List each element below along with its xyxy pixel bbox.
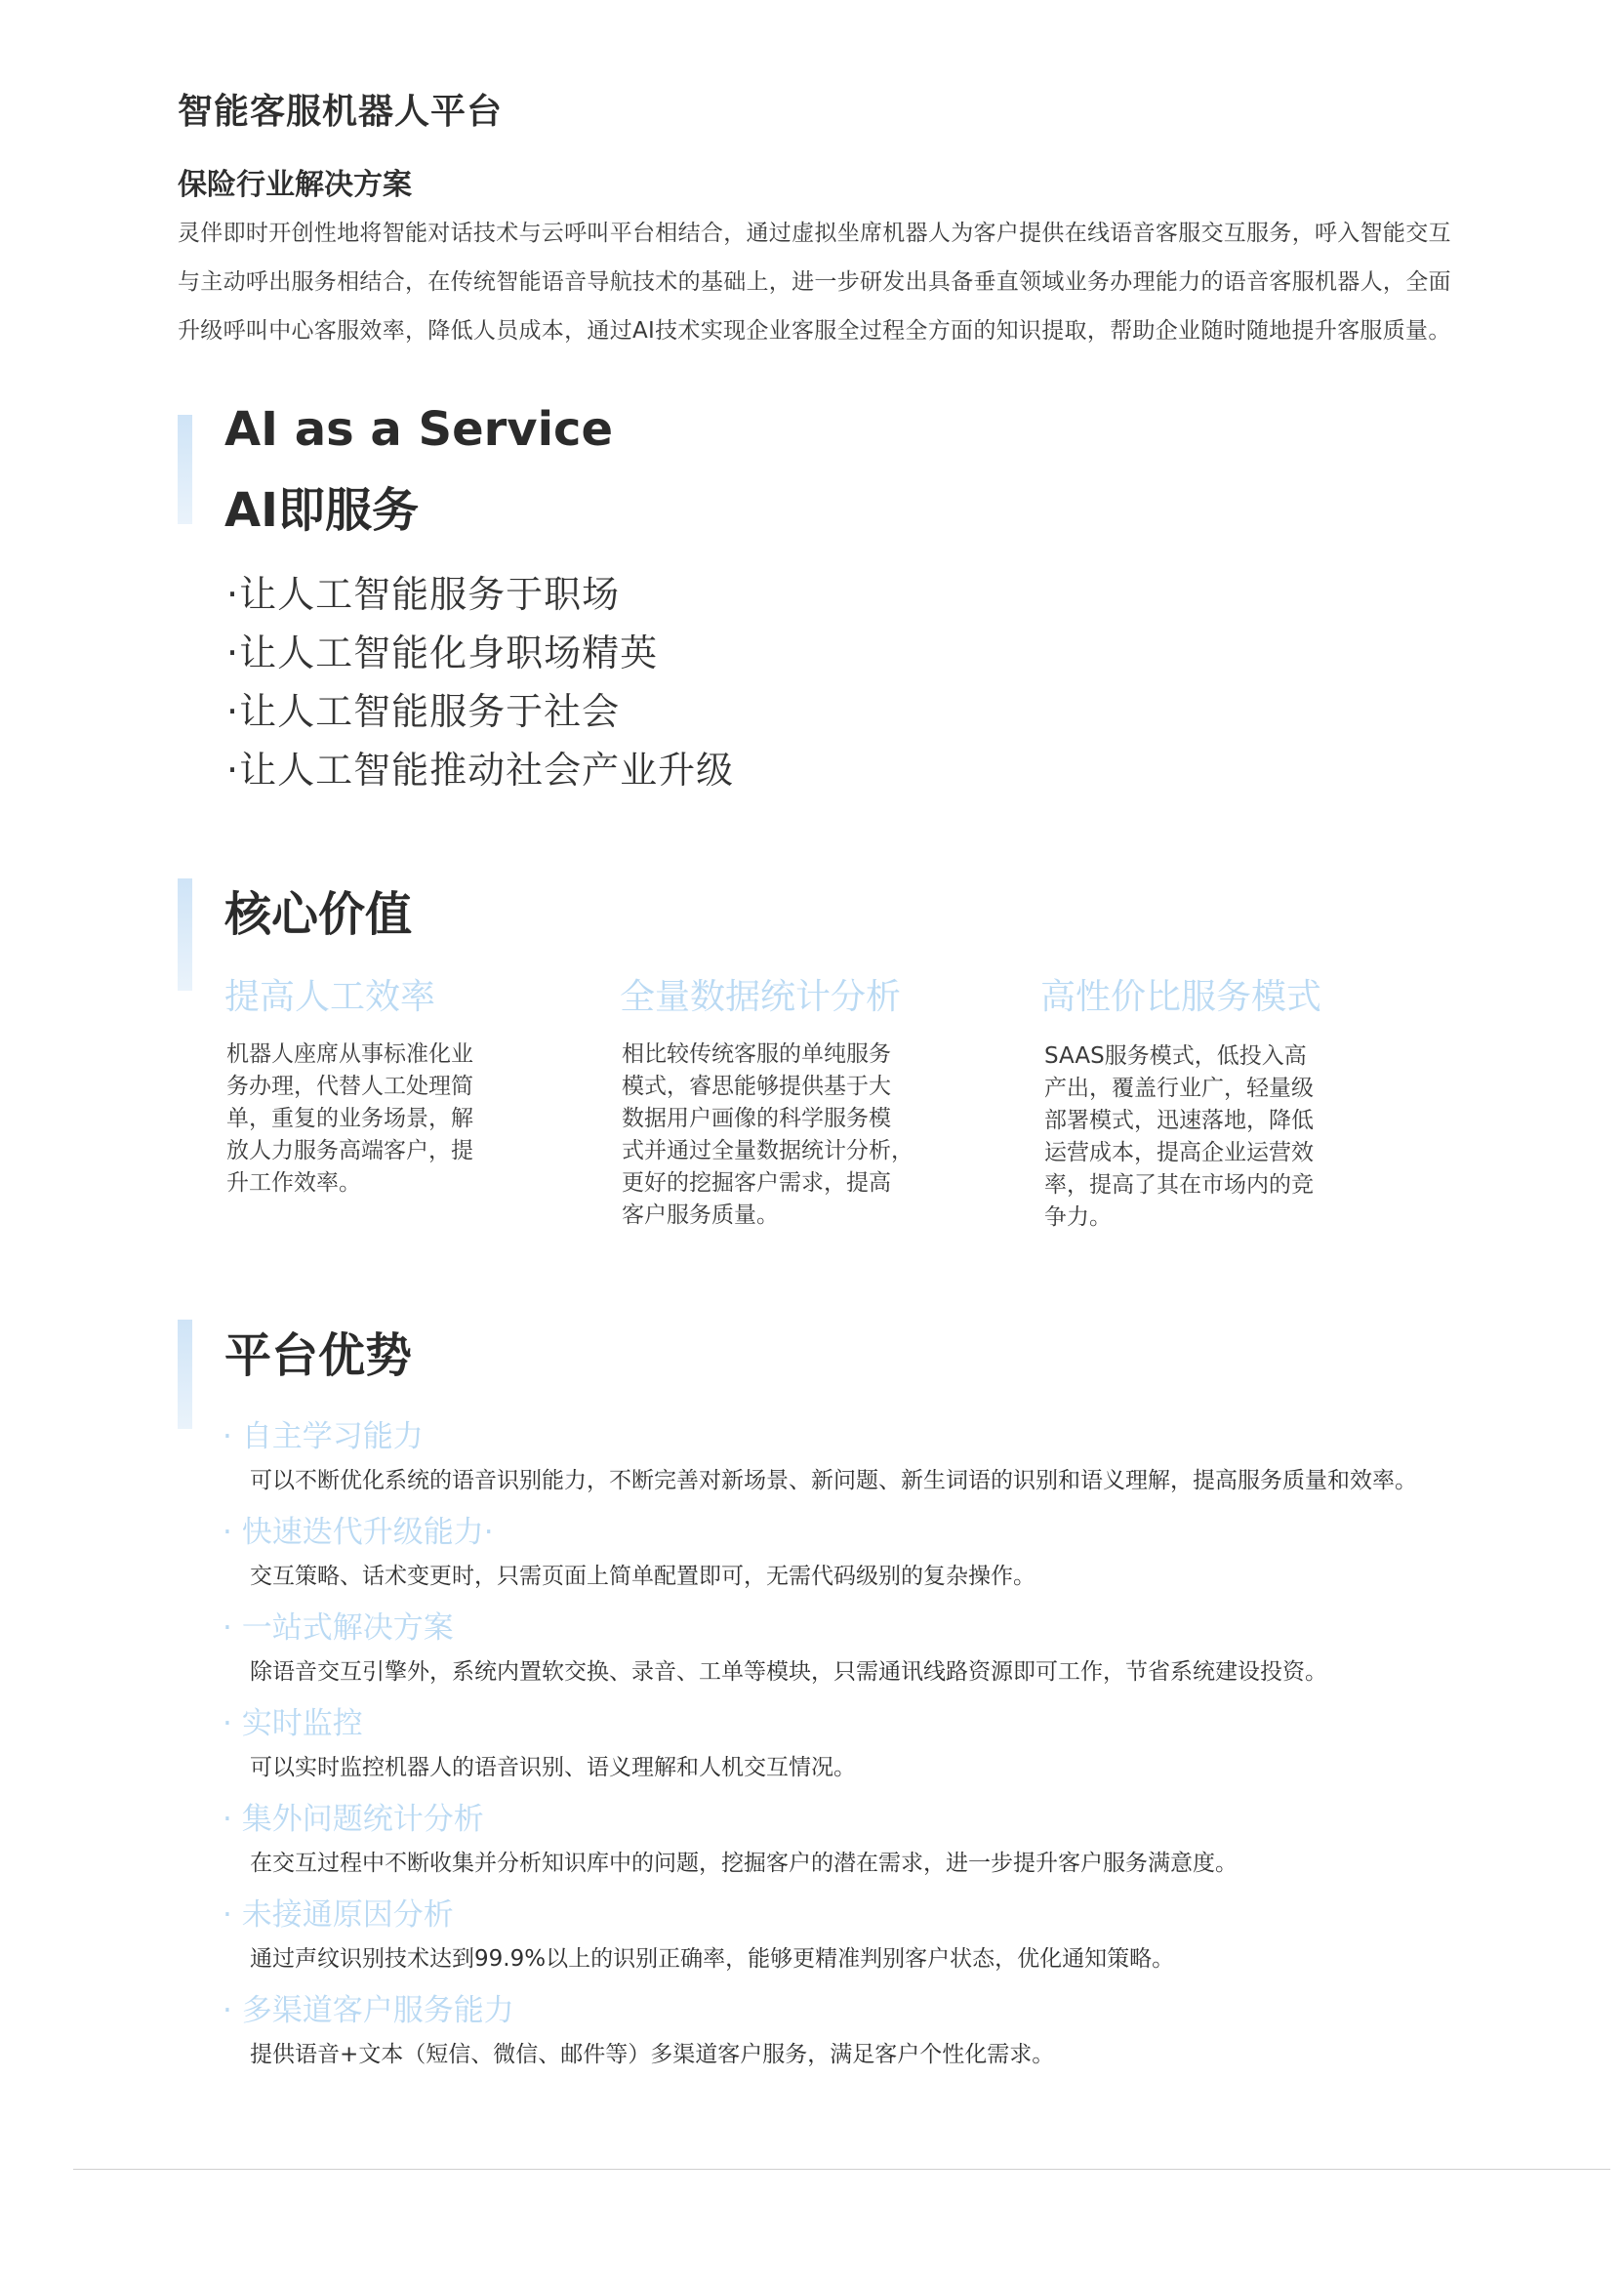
value-column-body xyxy=(622,1039,914,1232)
section-accent-bar xyxy=(178,1320,192,1429)
advantage-title: · 集外问题统计分析 xyxy=(223,1802,484,1837)
advantage-desc: 可以实时监控机器人的语音识别、语义理解和人机交互情况。 xyxy=(250,1755,856,1780)
footer-divider xyxy=(73,2169,1610,2170)
value-column-body xyxy=(226,1039,473,1200)
advantage-desc: 交互策略、话术变更时，只需页面上简单配置即可，无需代码级别的复杂操作。 xyxy=(250,1564,1035,1589)
value-column-body xyxy=(1044,1040,1314,1234)
intro-line: 灵伴即时开创性地将智能对话技术与云呼叫平台相结合，通过虚拟坐席机器人为客户提供在线语音客服交互服务，呼入智能交互 xyxy=(178,221,1451,246)
page-title: 智能客服机器人平台 xyxy=(178,92,504,132)
advantage-title: · 一站式解决方案 xyxy=(223,1610,454,1646)
advantage-desc: 通过声纹识别技术达到99.9%以上的识别正确率，能够更精准判别客户状态，优化通知策略。 xyxy=(250,1946,1175,1972)
value-line: 机器人座席从事标准化业 xyxy=(226,1041,473,1067)
bullet-item: ·让人工智能服务于社会 xyxy=(226,690,621,733)
value-line: 更好的挖掘客户需求，提高 xyxy=(622,1170,891,1196)
advantage-desc: 在交互过程中不断收集并分析知识库中的问题，挖掘客户的潜在需求，进一步提升客户服务满意度。 xyxy=(250,1851,1238,1876)
value-column-title: 高性价比服务模式 xyxy=(1040,977,1322,1017)
section-accent-bar xyxy=(178,415,192,524)
bullet-item: ·让人工智能服务于职场 xyxy=(226,573,621,616)
section-heading: 核心价值 xyxy=(224,887,413,942)
value-column-title: 全量数据统计分析 xyxy=(620,977,902,1017)
section-heading: 平台优势 xyxy=(224,1328,413,1383)
advantage-title: · 自主学习能力 xyxy=(223,1419,424,1454)
value-line: 式并通过全量数据统计分析， xyxy=(622,1138,914,1163)
value-line: SAAS服务模式，低投入高 xyxy=(1044,1043,1307,1069)
value-line: 部署模式，迅速落地，降低 xyxy=(1044,1108,1314,1133)
advantage-desc: 可以不断优化系统的语音识别能力，不断完善对新场景、新问题、新生词语的识别和语义理解，提高服务质量和效率。 xyxy=(250,1468,1417,1493)
value-line: 单，重复的业务场景，解 xyxy=(226,1106,473,1131)
value-line: 率，提高了其在市场内的竞 xyxy=(1044,1172,1314,1198)
advantage-desc: 除语音交互引擎外，系统内置软交换、录音、工单等模块，只需通讯线路资源即可工作，节省系统建设投资。 xyxy=(250,1659,1327,1685)
value-line: 产出，覆盖行业广，轻量级 xyxy=(1044,1076,1314,1101)
value-line: 客户服务质量。 xyxy=(622,1202,779,1228)
value-line: 运营成本，提高企业运营效 xyxy=(1044,1140,1314,1165)
advantage-title: · 多渠道客户服务能力 xyxy=(223,1993,514,2028)
advantage-title: · 快速迭代升级能力· xyxy=(223,1515,494,1550)
intro-line: 与主动呼出服务相结合，在传统智能语音导航技术的基础上，进一步研发出具备垂直领域业务办理能力的语音客服机器人，全面 xyxy=(178,269,1451,295)
bullet-item: ·让人工智能化身职场精英 xyxy=(226,632,659,674)
value-column-title: 提高人工效率 xyxy=(224,977,436,1017)
value-line: 升工作效率。 xyxy=(226,1170,361,1196)
section-heading-en: AI as a Service xyxy=(224,402,614,457)
section-heading-cn: AI即服务 xyxy=(224,483,420,538)
value-line: 数据用户画像的科学服务模 xyxy=(622,1106,891,1131)
value-line: 放人力服务高端客户，提 xyxy=(226,1138,473,1163)
page-subtitle: 保险行业解决方案 xyxy=(178,168,412,202)
advantage-desc: 提供语音+文本（短信、微信、邮件等）多渠道客户服务，满足客户个性化需求。 xyxy=(250,2042,1055,2067)
value-line: 相比较传统客服的单纯服务 xyxy=(622,1041,891,1067)
section-accent-bar xyxy=(178,878,192,991)
value-line: 争力。 xyxy=(1044,1204,1112,1230)
intro-line: 升级呼叫中心客服效率，降低人员成本，通过AI技术实现企业客服全过程全方面的知识提取，帮助企业随时随地提升客服质量。 xyxy=(178,318,1451,344)
advantage-title: · 实时监控 xyxy=(223,1706,363,1741)
value-line: 务办理，代替人工处理简 xyxy=(226,1074,473,1099)
advantage-title: · 未接通原因分析 xyxy=(223,1897,454,1933)
bullet-item: ·让人工智能推动社会产业升级 xyxy=(226,749,735,792)
value-line: 模式，睿思能够提供基于大 xyxy=(622,1074,891,1099)
